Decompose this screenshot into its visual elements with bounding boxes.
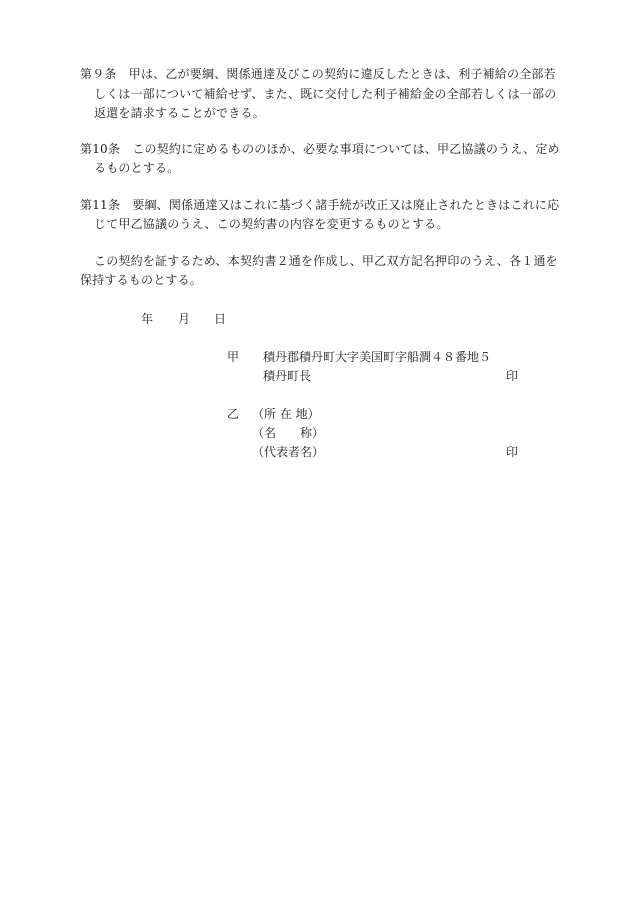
party-a-title: 積丹町長 [263,369,312,383]
article-9-line-3: 返還を請求することができる。 [94,106,265,120]
party-b-rep-label: （代表者名） [252,445,325,459]
closing-line-2: 保持するものとする。 [80,273,203,287]
party-b-label: 乙 [227,407,240,421]
party-b-name-label: （名 称） [252,426,325,440]
closing-line-1: この契約を証するため、本契約書２通を作成し、甲乙双方記名押印のうえ、各１通を [94,254,558,268]
party-a-seal: 印 [506,369,519,383]
article-9-line-2: しくは一部について補給せず、また、既に交付した利子補給金の全部若しくは一部の [94,87,557,101]
article-10-line-2: るものとする。 [94,161,180,175]
date-year: 年 [141,312,154,326]
party-b-seal: 印 [506,445,519,459]
date-month: 月 [178,312,191,326]
article-10-line-1: 第10条 この契約に定めるもののほか、必要な事項については、甲乙協議のうえ、定め [80,142,560,156]
party-b-location-label: （所 在 地） [252,407,320,421]
article-11-line-2: じて甲乙協議のうえ、この契約書の内容を変更するものとする。 [94,217,449,231]
article-9-line-1: 第９条 甲は、乙が要綱、関係通達及びこの契約に違反したときは、利子補給の全部若 [80,67,556,81]
party-a-label: 甲 [227,350,240,364]
article-11-line-1: 第11条 要綱、関係通達又はこれに基づく諸手続が改正又は廃止されたときはこれに応 [80,198,560,212]
date-day: 日 [214,312,227,326]
party-a-address: 積丹郡積丹町大字美国町字船澗４８番地５ [263,350,492,364]
